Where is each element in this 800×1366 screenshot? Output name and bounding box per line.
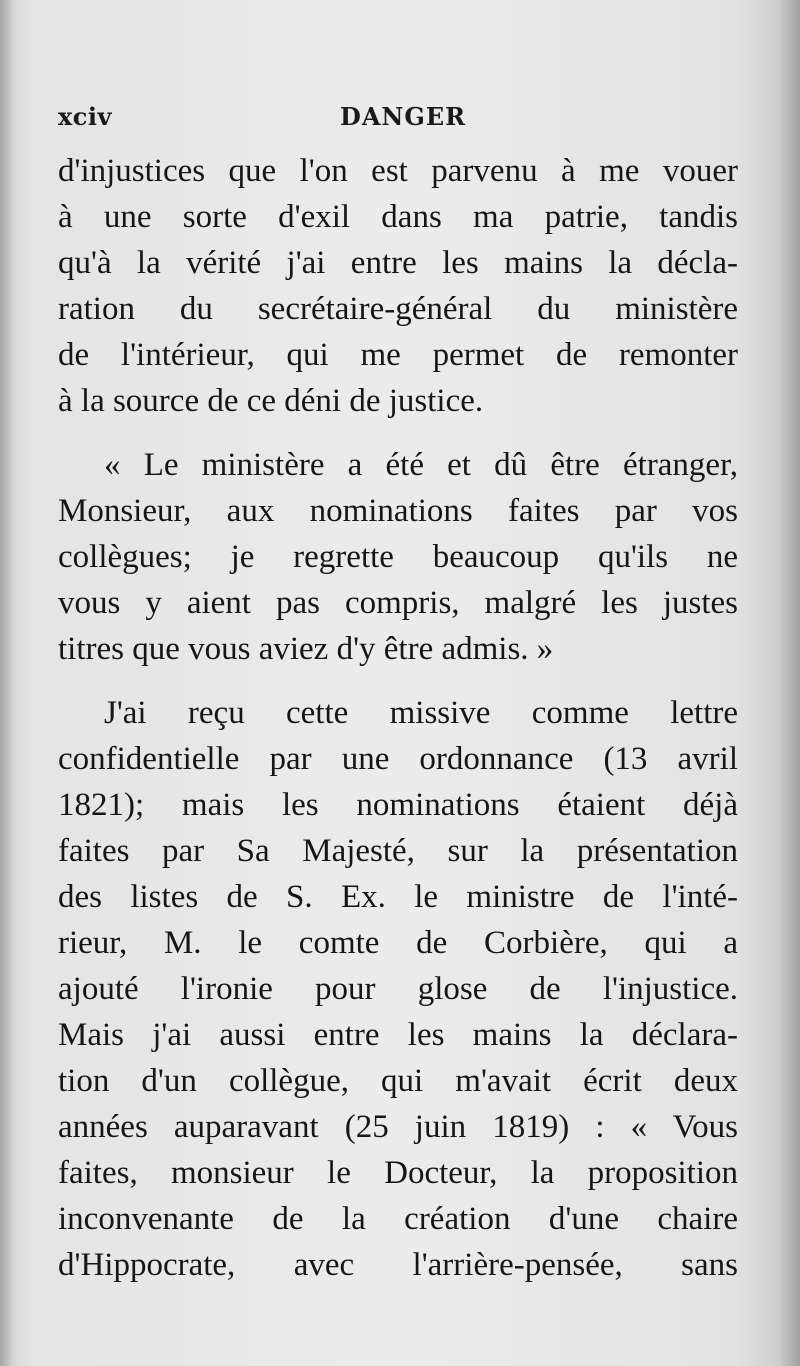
text-line: d'Hippocrate, avec l'arrière-pensée, sans — [58, 1247, 738, 1283]
text-line: de l'intérieur, qui me permet de remonter — [58, 337, 738, 373]
text-line: années auparavant (25 juin 1819) : « Vous — [58, 1109, 738, 1145]
paragraph-gap — [58, 672, 738, 690]
text-line: tion d'un collègue, qui m'avait écrit deux — [58, 1063, 738, 1099]
text-line: des listes de S. Ex. le ministre de l'inté- — [58, 879, 738, 915]
text-line: à une sorte d'exil dans ma patrie, tandis — [58, 199, 738, 235]
text-line: qu'à la vérité j'ai entre les mains la décla- — [58, 245, 738, 281]
text-line: ration du secrétaire-général du ministère — [58, 291, 738, 327]
text-line: confidentielle par une ordonnance (13 avril — [58, 741, 738, 777]
text-line: ajouté l'ironie pour glose de l'injustice. — [58, 971, 738, 1007]
text-line: faites, monsieur le Docteur, la proposition — [58, 1155, 738, 1191]
text-line: inconvenante de la création d'une chaire — [58, 1201, 738, 1237]
text-line: 1821); mais les nominations étaient déjà — [58, 787, 738, 823]
page-edge-shadow — [778, 0, 800, 1366]
paragraph-3-cont — [58, 736, 738, 1288]
running-header — [58, 102, 738, 142]
running-title: DANGER — [340, 102, 467, 131]
text-line: rieur, M. le comte de Corbière, qui a — [58, 925, 738, 961]
paragraph-2-quote — [58, 442, 738, 488]
text-line: « Le ministère a été et dû être étranger, — [104, 447, 738, 483]
text-line: collègues; je regrette beaucoup qu'ils ne — [58, 539, 738, 575]
text-line: à la source de ce déni de justice. — [58, 383, 484, 419]
text-line: Monsieur, aux nominations faites par vos — [58, 493, 738, 529]
paragraph-3-first — [58, 690, 738, 736]
paragraph-1 — [58, 148, 738, 424]
paragraph-gap — [58, 424, 738, 442]
page-gutter-shadow — [0, 0, 14, 1366]
page-number: xciv — [58, 102, 112, 131]
text-line: vous y aient pas compris, malgré les justes — [58, 585, 738, 621]
text-line: faites par Sa Majesté, sur la présentation — [58, 833, 738, 869]
text-line: J'ai reçu cette missive comme lettre — [104, 695, 738, 731]
text-line: d'injustices que l'on est parvenu à me vouer — [58, 153, 738, 189]
text-line: titres que vous aviez d'y être admis. » — [58, 631, 554, 667]
page-body — [58, 148, 738, 1288]
text-line: Mais j'ai aussi entre les mains la déclara- — [58, 1017, 738, 1053]
paragraph-2-cont — [58, 488, 738, 672]
